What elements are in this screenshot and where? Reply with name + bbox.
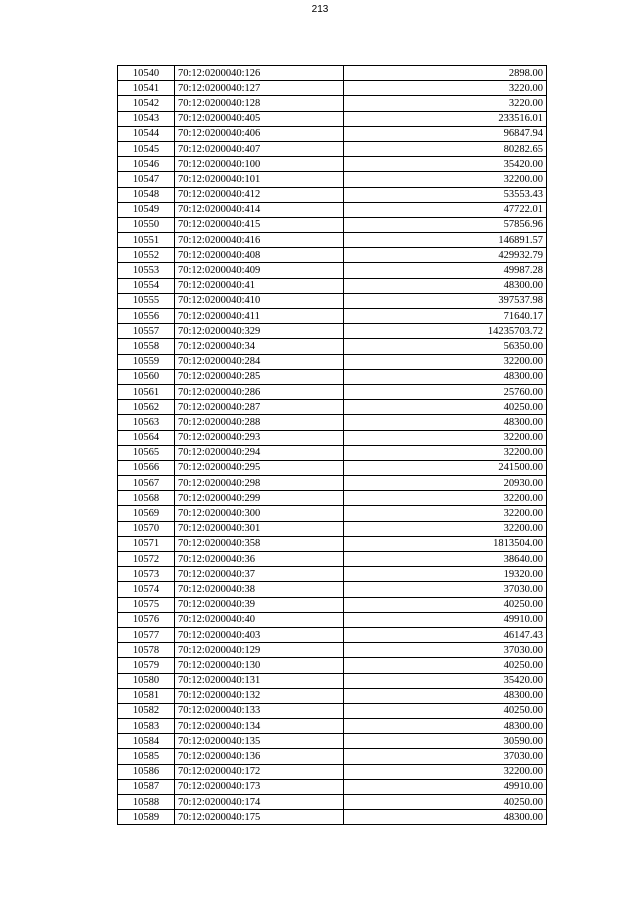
cadastral-value: 35420.00 [344,157,547,172]
cadastral-number: 70:12:0200040:174 [175,795,344,810]
cadastral-value: 96847.94 [344,126,547,141]
row-number: 10586 [118,764,175,779]
row-number: 10584 [118,734,175,749]
cadastral-value: 14235703.72 [344,324,547,339]
cadastral-number: 70:12:0200040:298 [175,476,344,491]
table-row [118,217,547,232]
table-row [118,582,547,597]
cadastral-number: 70:12:0200040:173 [175,779,344,794]
row-number: 10571 [118,536,175,551]
row-number: 10574 [118,582,175,597]
table-row [118,764,547,779]
cadastral-number: 70:12:0200040:131 [175,673,344,688]
table-row [118,233,547,248]
cadastral-value: 32200.00 [344,172,547,187]
cadastral-value: 40250.00 [344,795,547,810]
cadastral-number: 70:12:0200040:37 [175,567,344,582]
table-row [118,111,547,126]
cadastral-value: 2898.00 [344,66,547,81]
cadastral-number: 70:12:0200040:136 [175,749,344,764]
cadastral-value: 32200.00 [344,521,547,536]
cadastral-value: 40250.00 [344,400,547,415]
cadastral-number: 70:12:0200040:411 [175,309,344,324]
table-row [118,658,547,673]
table-row [118,673,547,688]
table-row [118,521,547,536]
row-number: 10552 [118,248,175,263]
table-row [118,293,547,308]
cadastral-value: 49910.00 [344,612,547,627]
cadastral-number: 70:12:0200040:40 [175,612,344,627]
cadastral-number: 70:12:0200040:414 [175,202,344,217]
cadastral-value: 25760.00 [344,384,547,399]
cadastral-number: 70:12:0200040:287 [175,400,344,415]
row-number: 10560 [118,369,175,384]
table-row [118,719,547,734]
cadastral-number: 70:12:0200040:127 [175,81,344,96]
table-row [118,369,547,384]
cadastral-number: 70:12:0200040:358 [175,536,344,551]
row-number: 10562 [118,400,175,415]
cadastral-value: 38640.00 [344,552,547,567]
cadastral-value: 37030.00 [344,749,547,764]
row-number: 10581 [118,688,175,703]
table-row [118,491,547,506]
cadastral-value: 57856.96 [344,217,547,232]
cadastral-number: 70:12:0200040:408 [175,248,344,263]
cadastral-value: 32200.00 [344,354,547,369]
cadastral-number: 70:12:0200040:409 [175,263,344,278]
table-row [118,567,547,582]
cadastral-value: 48300.00 [344,719,547,734]
cadastral-value: 3220.00 [344,96,547,111]
table-row [118,703,547,718]
row-number: 10559 [118,354,175,369]
cadastral-value: 19320.00 [344,567,547,582]
table-row [118,263,547,278]
table-row [118,779,547,794]
table-row [118,810,547,825]
row-number: 10583 [118,719,175,734]
cadastral-value: 1813504.00 [344,536,547,551]
table-row [118,445,547,460]
cadastral-value: 46147.43 [344,627,547,642]
cadastral-value: 32200.00 [344,491,547,506]
cadastral-number: 70:12:0200040:133 [175,703,344,718]
cadastral-number: 70:12:0200040:405 [175,111,344,126]
table-row [118,643,547,658]
cadastral-number: 70:12:0200040:288 [175,415,344,430]
cadastral-number: 70:12:0200040:100 [175,157,344,172]
row-number: 10546 [118,157,175,172]
row-number: 10565 [118,445,175,460]
cadastral-value: 48300.00 [344,369,547,384]
cadastral-value: 397537.98 [344,293,547,308]
cadastral-value: 32200.00 [344,764,547,779]
table-row [118,476,547,491]
row-number: 10566 [118,460,175,475]
cadastral-value: 20930.00 [344,476,547,491]
table-row [118,309,547,324]
row-number: 10563 [118,415,175,430]
table-row [118,172,547,187]
cadastral-value: 37030.00 [344,643,547,658]
row-number: 10575 [118,597,175,612]
cadastral-number: 70:12:0200040:128 [175,96,344,111]
row-number: 10564 [118,430,175,445]
cadastral-value: 49910.00 [344,779,547,794]
cadastral-number: 70:12:0200040:294 [175,445,344,460]
row-number: 10578 [118,643,175,658]
row-number: 10553 [118,263,175,278]
cadastral-value: 47722.01 [344,202,547,217]
cadastral-value: 48300.00 [344,688,547,703]
cadastral-number: 70:12:0200040:175 [175,810,344,825]
cadastral-number: 70:12:0200040:134 [175,719,344,734]
table-row [118,66,547,81]
cadastral-value: 429932.79 [344,248,547,263]
cadastral-number: 70:12:0200040:34 [175,339,344,354]
table-row [118,552,547,567]
cadastral-number: 70:12:0200040:132 [175,688,344,703]
cadastral-value: 48300.00 [344,810,547,825]
cadastral-number: 70:12:0200040:412 [175,187,344,202]
row-number: 10580 [118,673,175,688]
row-number: 10576 [118,612,175,627]
cadastral-number: 70:12:0200040:403 [175,627,344,642]
row-number: 10551 [118,233,175,248]
cadastral-number: 70:12:0200040:285 [175,369,344,384]
cadastral-number: 70:12:0200040:406 [175,126,344,141]
row-number: 10585 [118,749,175,764]
row-number: 10554 [118,278,175,293]
cadastral-number: 70:12:0200040:126 [175,66,344,81]
cadastral-value: 80282.65 [344,141,547,156]
cadastral-value: 35420.00 [344,673,547,688]
table-row [118,612,547,627]
cadastral-number: 70:12:0200040:36 [175,552,344,567]
table-row [118,749,547,764]
row-number: 10588 [118,795,175,810]
cadastral-number: 70:12:0200040:415 [175,217,344,232]
table-row [118,734,547,749]
row-number: 10569 [118,506,175,521]
table-row [118,430,547,445]
cadastral-table [117,65,547,825]
row-number: 10545 [118,141,175,156]
table-row [118,384,547,399]
table-row [118,536,547,551]
table-row [118,627,547,642]
page-number: 213 [311,4,329,15]
table-row [118,795,547,810]
cadastral-value: 146891.57 [344,233,547,248]
cadastral-number: 70:12:0200040:41 [175,278,344,293]
cadastral-value: 53553.43 [344,187,547,202]
row-number: 10540 [118,66,175,81]
table-row [118,187,547,202]
table-row [118,248,547,263]
table-row [118,141,547,156]
row-number: 10542 [118,96,175,111]
cadastral-value: 48300.00 [344,278,547,293]
table-row [118,400,547,415]
table-row [118,157,547,172]
row-number: 10558 [118,339,175,354]
cadastral-number: 70:12:0200040:130 [175,658,344,673]
row-number: 10568 [118,491,175,506]
table-row [118,324,547,339]
row-number: 10573 [118,567,175,582]
row-number: 10579 [118,658,175,673]
table-row [118,202,547,217]
cadastral-value: 40250.00 [344,597,547,612]
cadastral-value: 37030.00 [344,582,547,597]
table-row [118,96,547,111]
table-row [118,460,547,475]
table-row [118,339,547,354]
cadastral-number: 70:12:0200040:329 [175,324,344,339]
row-number: 10541 [118,81,175,96]
cadastral-number: 70:12:0200040:284 [175,354,344,369]
cadastral-number: 70:12:0200040:129 [175,643,344,658]
cadastral-number: 70:12:0200040:101 [175,172,344,187]
row-number: 10547 [118,172,175,187]
cadastral-value: 40250.00 [344,658,547,673]
cadastral-number: 70:12:0200040:295 [175,460,344,475]
table-row [118,506,547,521]
table-body [118,66,547,825]
cadastral-number: 70:12:0200040:286 [175,384,344,399]
row-number: 10589 [118,810,175,825]
cadastral-number: 70:12:0200040:293 [175,430,344,445]
row-number: 10556 [118,309,175,324]
row-number: 10557 [118,324,175,339]
row-number: 10567 [118,476,175,491]
cadastral-value: 49987.28 [344,263,547,278]
row-number: 10577 [118,627,175,642]
cadastral-number: 70:12:0200040:301 [175,521,344,536]
table-row [118,126,547,141]
cadastral-value: 3220.00 [344,81,547,96]
row-number: 10582 [118,703,175,718]
cadastral-value: 48300.00 [344,415,547,430]
cadastral-value: 32200.00 [344,445,547,460]
row-number: 10587 [118,779,175,794]
table-row [118,597,547,612]
cadastral-number: 70:12:0200040:39 [175,597,344,612]
table-row [118,278,547,293]
row-number: 10570 [118,521,175,536]
table-row [118,354,547,369]
cadastral-number: 70:12:0200040:172 [175,764,344,779]
row-number: 10543 [118,111,175,126]
cadastral-number: 70:12:0200040:407 [175,141,344,156]
cadastral-number: 70:12:0200040:135 [175,734,344,749]
cadastral-number: 70:12:0200040:416 [175,233,344,248]
row-number: 10572 [118,552,175,567]
table-row [118,81,547,96]
cadastral-value: 241500.00 [344,460,547,475]
cadastral-number: 70:12:0200040:410 [175,293,344,308]
cadastral-number: 70:12:0200040:299 [175,491,344,506]
cadastral-value: 40250.00 [344,703,547,718]
cadastral-value: 32200.00 [344,506,547,521]
cadastral-value: 71640.17 [344,309,547,324]
cadastral-value: 30590.00 [344,734,547,749]
cadastral-value: 32200.00 [344,430,547,445]
table-row [118,688,547,703]
row-number: 10544 [118,126,175,141]
cadastral-value: 233516.01 [344,111,547,126]
row-number: 10550 [118,217,175,232]
cadastral-value: 56350.00 [344,339,547,354]
row-number: 10561 [118,384,175,399]
cadastral-number: 70:12:0200040:300 [175,506,344,521]
row-number: 10549 [118,202,175,217]
cadastral-number: 70:12:0200040:38 [175,582,344,597]
table-row [118,415,547,430]
row-number: 10548 [118,187,175,202]
row-number: 10555 [118,293,175,308]
